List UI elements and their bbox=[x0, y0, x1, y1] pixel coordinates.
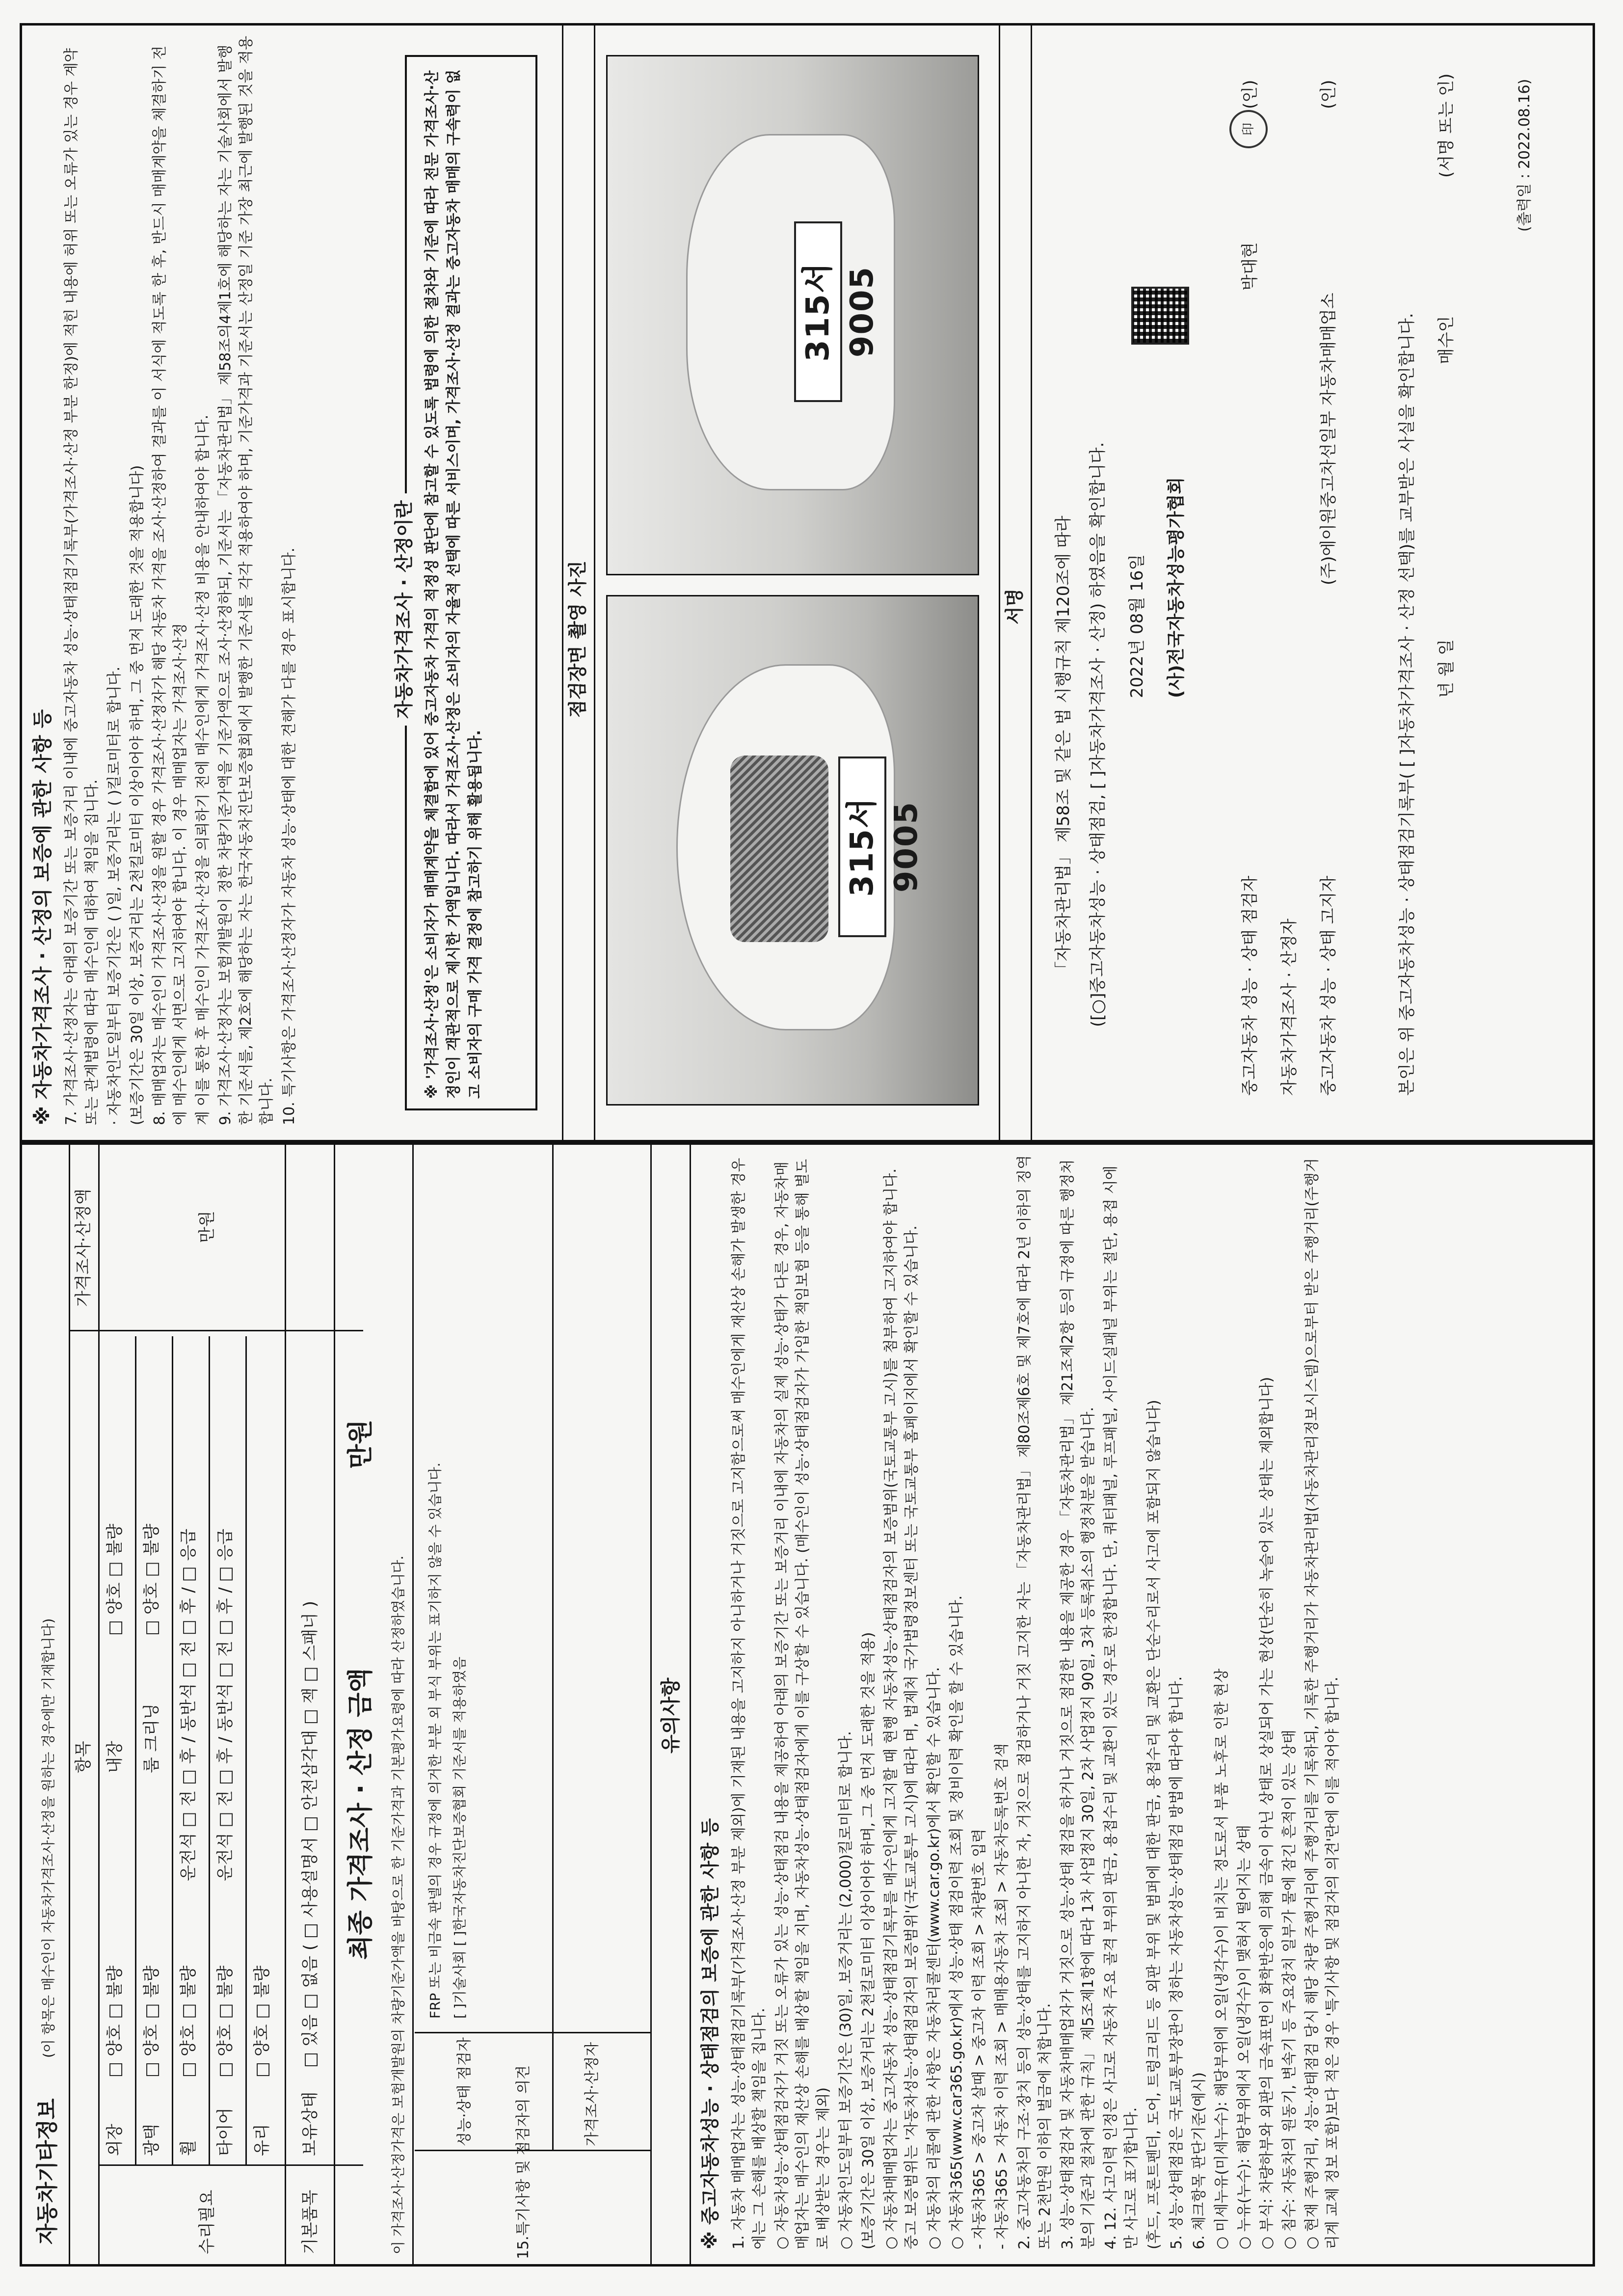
special-label: 15.특기사항 및 점검자의 의견 bbox=[515, 2065, 532, 2259]
signer-inspector-name: 박대현 bbox=[1240, 242, 1260, 291]
item-room-cleaning: 룸 크리닝 bbox=[142, 1703, 161, 1773]
photo-title: 점검장면 촬영 사진 bbox=[567, 560, 588, 718]
opts-polish[interactable]: □ 양호 □ 불량 bbox=[142, 1965, 161, 2078]
print-date: (출력일 : 2022.08.16) bbox=[1516, 79, 1533, 232]
price-definition-title: 자동차가격조사 · 산정이란 bbox=[393, 493, 415, 726]
price-item-item: 10. 특기사항은 가격조사·산정자가 자동차 성능·상태에 대한 견해가 다를 경우 표시합니다. bbox=[281, 547, 298, 1125]
wheel-position[interactable]: 운전석 □ 전 □ 후 / 동반석 □ 전 □ 후 / □ 응급 bbox=[179, 1528, 198, 1881]
other-info-title: 자동차기타정보 bbox=[35, 2098, 60, 2244]
sign-title: 서명 bbox=[1004, 588, 1025, 624]
signer-inspector-seal: (인) bbox=[1240, 80, 1260, 109]
col-items: 항목 bbox=[74, 1741, 93, 1773]
price-definition-text: ※ '가격조사·산정'은 소비자가 매매계약을 체결함에 있어 중고자동차 가격의 적정성 판단에 참고할 수 있도록 법령에 의한 절차와 기준에 따라 전문 가격조사·산정인이 객관적으로 제시한 가액입니다. 따라서 가격조사·산정은 소비자의 자율적 선택에 따른 서비스이며, 가격조사·산정 결과는 중고자동차 매매의 구속력이 없고 소비자의 구매 가격 결정에 참고하기 위해 활용됩니다. bbox=[424, 69, 484, 1099]
price-item-item: 8. 매매업자는 매수인이 가격조사·산정을 원할 경우 가격조사·산정자가 해당 자동차 가격을 조사·산정하여 결과를 이 서식에 적도록 한 후, 반드시 매매계약을 체결하기 전에 매수인에게 서면으로 고지하여야 합니다. 이 경우 매매업자는 가격조사·산정 bbox=[151, 45, 189, 1125]
price-item-item: 9. 가격조사·산정자는 보험개발원이 정한 차량기준가액을 기준가액으로 조사·산정하되, 기준서는 「자동차관리법」 제58조의4제1호에 해당하는 자는 기술사회에서 발행한 기준서를, 제2호에 해당하는 자는 한국자동차진단보증협회에서 발행한 기준서를 각각 적용하여야 하며, 기준가격과 기준서는 산정일 기준 가장 최근에 발행된 것을 적용합니다. bbox=[217, 36, 275, 1125]
buyer-sign[interactable]: (서명 또는 인) bbox=[1437, 73, 1456, 178]
qr-code bbox=[1131, 287, 1189, 345]
signer-notifier-seal: (인) bbox=[1319, 80, 1338, 109]
notes-subtitle: ※ 중고자동차성능 · 상태점검의 보증에 관한 사항 등 bbox=[699, 1818, 721, 2249]
note-item: ○ 누유(누수): 해당부위에서 오일(냉각수)이 맺혀서 떨어지는 상태 bbox=[1236, 1825, 1253, 2249]
signer-inspector-role: 중고자동차 성능 · 상태 점검자 bbox=[1240, 875, 1260, 1096]
opts-exterior[interactable]: □ 양호 □ 불량 bbox=[105, 1965, 125, 2078]
receipt-date[interactable]: 년 월 일 bbox=[1437, 639, 1456, 698]
item-holding: 보유상태 bbox=[300, 2091, 320, 2156]
note-item: - 자동차365 > 중고차 살때 > 중고차 이력 조회 > 차량번호 입력 bbox=[971, 1829, 988, 2249]
frp-note: FRP 또는 비금속 판넬의 경우 규정에 의거한 부분 외 부식 부위는 표기하지 않을 수 있습니다. bbox=[427, 1462, 443, 2019]
rear-photo bbox=[606, 55, 979, 575]
kr-standard-note[interactable]: [ ]기술사회 [ ]한국자동차진단보증협회 기준서를 적용하였음 bbox=[452, 1656, 468, 2019]
opts-glass[interactable]: □ 양호 □ 불량 bbox=[252, 1965, 272, 2078]
front-photo bbox=[606, 595, 979, 1106]
signer-notifier-role: 중고자동차 성능 · 상태 고지자 bbox=[1319, 875, 1338, 1096]
opts-room-cleaning[interactable]: □ 양호 □ 불량 bbox=[142, 1523, 161, 1636]
opts-interior[interactable]: □ 양호 □ 불량 bbox=[105, 1523, 125, 1636]
sign-law: 「자동차관리법」 제58조 및 같은 법 시행규칙 제120조에 따라 bbox=[1054, 515, 1073, 978]
sign-org: (사)전국자동차성능평가협회 bbox=[1166, 477, 1186, 698]
note-item: ○ 자동차매매업자는 중고자동차 성능·상태점검기록부를 매수인에게 고지할 때 현행 자동차성능·상태점검자의 보증범위(국토교통부 고시)를 첨부하여 고지하여야 합니다. 중고 보증범위는 '자동차성능·상태점검자의 보증범위'(국토교통부 고시)에 따라 며, 법제처 국가법령정보센터 또는 국토교통부 홈페이지에서 확인할 수 있습니다. bbox=[882, 1168, 920, 2249]
right-panel bbox=[20, 23, 1595, 1142]
note-item: 2. 중고자동차의 구조·장치 등의 성능·상태를 고지하지 아니한 자, 거짓으로 점검하거나 거짓 고지한 자는 「자동차관리법」 제80조제6호 및 제7호에 따라 2년 이하의 징역 또는 2천만원 이하의 벌금에 처합니다. bbox=[1016, 1155, 1054, 2249]
left-panel bbox=[20, 1142, 1595, 2267]
final-price-label: 최종 가격조사 · 산정 금액 bbox=[346, 1668, 375, 1960]
item-tire: 타이어 bbox=[215, 2107, 235, 2156]
note-item: (후드, 프론트펜더, 도어, 트렁크리드 등 외판 부위 및 범퍼에 대한 판금, 용접수리 및 교환은 단순수리로서 사고에 포함되지 않습니다) bbox=[1145, 1400, 1163, 2249]
item-glass: 유리 bbox=[252, 2124, 272, 2156]
price-item-item: 계 이를 통한 후 매수인이 가격조사·산정을 의뢰하기 전에 매수인에게 가격조사·산정 비용을 안내하여야 합니다. bbox=[194, 414, 212, 1125]
special-row2-label: 가격조사·산정자 bbox=[584, 2042, 601, 2146]
other-info-table bbox=[69, 1145, 422, 2264]
opts-wheel[interactable]: □ 양호 □ 불량 bbox=[179, 1965, 198, 2078]
price-items-list bbox=[61, 35, 302, 1125]
special-row1-label: 성능·상태 점검자 bbox=[456, 2037, 473, 2146]
signer-notifier-name: (주)에이원중고차선일부 자동차매매업소 bbox=[1319, 293, 1338, 585]
price-definition-box bbox=[393, 55, 537, 1110]
price-item-item: (보증기간은 30일 이상, 보증거리는 2천킬로미터 이상이어야 하며, 그 중 먼저 도래한 것을 적용합니다) bbox=[129, 465, 146, 1125]
front-plate: 315서 9005 bbox=[838, 756, 886, 937]
col-price: 가격조사·산정액 bbox=[74, 1189, 93, 1307]
group-basic: 기본품목 bbox=[300, 2189, 320, 2254]
sign-date: 2022년 08월 16일 bbox=[1127, 554, 1147, 698]
item-polish: 광택 bbox=[142, 2124, 161, 2156]
item-interior: 내장 bbox=[105, 1741, 125, 1773]
note-item: ○ 미세누유(미세누수): 해당부위에 오일(냉각수)이 비치는 정도로서 부품 노후로 인한 현상 bbox=[1213, 1668, 1230, 2249]
note-item: 3. 성능·상태점검자 및 자동차매매업자가 거짓으로 성능·상태 점검을 하거나 거짓으로 점검한 내용을 제공한 경우 「자동차관리법」 제21조제2항 등의 규정에 따른 행정처분의 기준과 절차에 관한 규칙」 제5조제1항에 따라 1차 사업정지 30일, 2차 사업정지 90일, 3차 등록취소의 행정처분을 받습니다. bbox=[1059, 1159, 1097, 2249]
final-price-note: 이 가격조사·산정가격은 보험개발원의 차량기준가액을 바탕으로 한 기준가격과 기본평가요령에 따라 산정하였습니다. bbox=[390, 1555, 406, 2254]
price-item-item: · 자동차인도일부터 보증기간은 ( )일, 보증거리는 ( )킬로미터로 합니다. bbox=[106, 666, 123, 1125]
note-item: (보증기간은 30일 이상, 보증거리는 2천킬로미터 이상이어야 하며, 그 중 먼저 도래한 것을 적용) bbox=[860, 1632, 877, 2249]
note-item: 6. 체크항목 판단기준(예시) bbox=[1191, 2072, 1208, 2249]
note-item: ○ 현재 주행거리, 성능·상태점검 당시 해당 차량 주행거리에 주행거리를 기록하되, 기록한 주행거리가 자동차관리법(자동차관리정보시스템)으로부터 받은 주행거리(주행거리계 교체 정보 포함)보다 적은 경우 '특기사항 및 점검자의 의견'란에 이를 적어야 합니다. bbox=[1304, 1158, 1341, 2249]
note-item: ○ 부식: 차량하부와 외판의 금속표면이 화학반응에 의해 금속이 아닌 상태로 상실되어 가는 현상(단순히 녹슬어 있는 상태는 제외합니다) bbox=[1258, 1377, 1276, 2249]
right-header: ※ 자동차가격조사 · 산정의 보증에 관한 사항 등 bbox=[31, 709, 54, 1125]
notes-list bbox=[729, 1155, 1345, 2249]
tire-position[interactable]: 운전석 □ 전 □ 후 / 동반석 □ 전 □ 후 / □ 응급 bbox=[215, 1528, 235, 1881]
note-item: 4. 12. 사고이력 인정은 사고로 자동차 주요 골격 부위의 판금, 용접수리 및 교환이 있는 경우로 한정합니다. 단, 쿼터패널, 루프패널, 사이드실패널 부위는 절단, 용접 시에만 사고로 표기합니다. bbox=[1102, 1165, 1140, 2249]
sign-check-line[interactable]: ([○]중고자동차성능 · 상태점검, [ ]자동차가격조사 · 산정) 하였음을 확인합니다. bbox=[1088, 442, 1108, 1027]
price-item-item: 7. 가격조사·산정자는 아래의 보증기간 또는 보증거리 이내에 중고자동차 성능·상태점검기록부(가격조사·산정 부분 한정)에 적힌 내용에 허위 또는 오류가 있는 경우 계약 또는 관계법령에 따라 매수인에 대하여 책임을 집니다. bbox=[63, 48, 101, 1125]
note-item: ○ 자동차인도일부터 보증기간은 (30)일, 보증거리는 (2,000)킬로미터로 합니다. bbox=[837, 1731, 854, 2249]
note-item: - 자동차365 > 자동차 이력 조회 > 매매용자동차 조회 > 자동차등록번호 검색 bbox=[993, 1743, 1011, 2249]
note-item: ○ 자동차의 리콜에 관한 사항은 자동차리콜센터(www.car.go.kr)에서 확인할 수 있습니다. bbox=[926, 1667, 943, 2249]
buyer-label: 매수인 bbox=[1437, 316, 1456, 364]
note-item: ○ 침수: 자동차의 원동기, 변속기 등 주요장치 일부가 물에 잠긴 흔적이 있는 상태 bbox=[1281, 1729, 1298, 2249]
other-info-note: (이 항목은 매수인이 자동차가격조사·산정을 원하는 경우에만 기재합니다) bbox=[40, 1618, 56, 2058]
note-item: ○ 자동차365(www.car365.go.kr)에서 성능·상태 점검이력 조회 및 정비이력 확인을 할 수 있습니다. bbox=[948, 1595, 965, 2249]
note-item: 1. 자동차 매매업자는 성능·상태점검기록부(가격조사·산정 부분 제외)에 기재된 내용을 고지하지 아니하거나 거짓으로 고지함으로써 매수인에게 재산상 손해가 발생한 경우에는 그 손해를 배상할 책임을 집니다. bbox=[730, 1158, 768, 2249]
receipt-text: 본인은 위 중고자동차성능 · 상태점검기록부( [ ]자동차가격조사 · 산정 선택)를 교부받은 사실을 확인합니다. bbox=[1397, 313, 1417, 1096]
group-repair: 수리필요 bbox=[197, 2189, 217, 2254]
opts-holding[interactable]: □ 있음 □ 없음 ( □ 사용설명서 □ 안전삼각대 □ 잭 □ 스패너 ) bbox=[300, 1601, 320, 2068]
item-exterior: 외장 bbox=[105, 2124, 125, 2156]
unit-manwon: 만원 bbox=[197, 1211, 217, 1243]
item-wheel: 휠 bbox=[179, 2140, 198, 2156]
inspector-seal-icon: 印 bbox=[1229, 110, 1268, 148]
final-price-unit: 만원 bbox=[346, 1419, 375, 1469]
signer-appraiser-role: 자동차가격조사 · 산정자 bbox=[1279, 918, 1299, 1096]
opts-tire[interactable]: □ 양호 □ 불량 bbox=[215, 1965, 235, 2078]
rear-plate: 315서 9005 bbox=[794, 221, 842, 402]
special-notes-block bbox=[415, 1145, 650, 2264]
note-item: 5. 성능·상태점검은 국토교통부장관이 정하는 자동차성능·상태점검 방법에 따라야 합니다. bbox=[1168, 1676, 1185, 2249]
note-item: ○ 자동차성능·상태점검자가 거짓 또는 오류가 있는 성능·상태점검 내용을 제공하여 아래의 보증기간 또는 보증거리 이내에 자동차의 실제 성능·상태가 다른 경우, 자동차매매업자는 매수인의 재산상 손해를 배상할 책임을 지며, 자동차성능·상태점검자에게 이를 구상할 수 있습니다. (매수인이 성능·상태점검자가 가입한 책임보험 등을 통해 별도로 배상받는 경우는 제외) bbox=[773, 1159, 832, 2249]
notes-title: 유의사항 bbox=[660, 1677, 682, 1754]
